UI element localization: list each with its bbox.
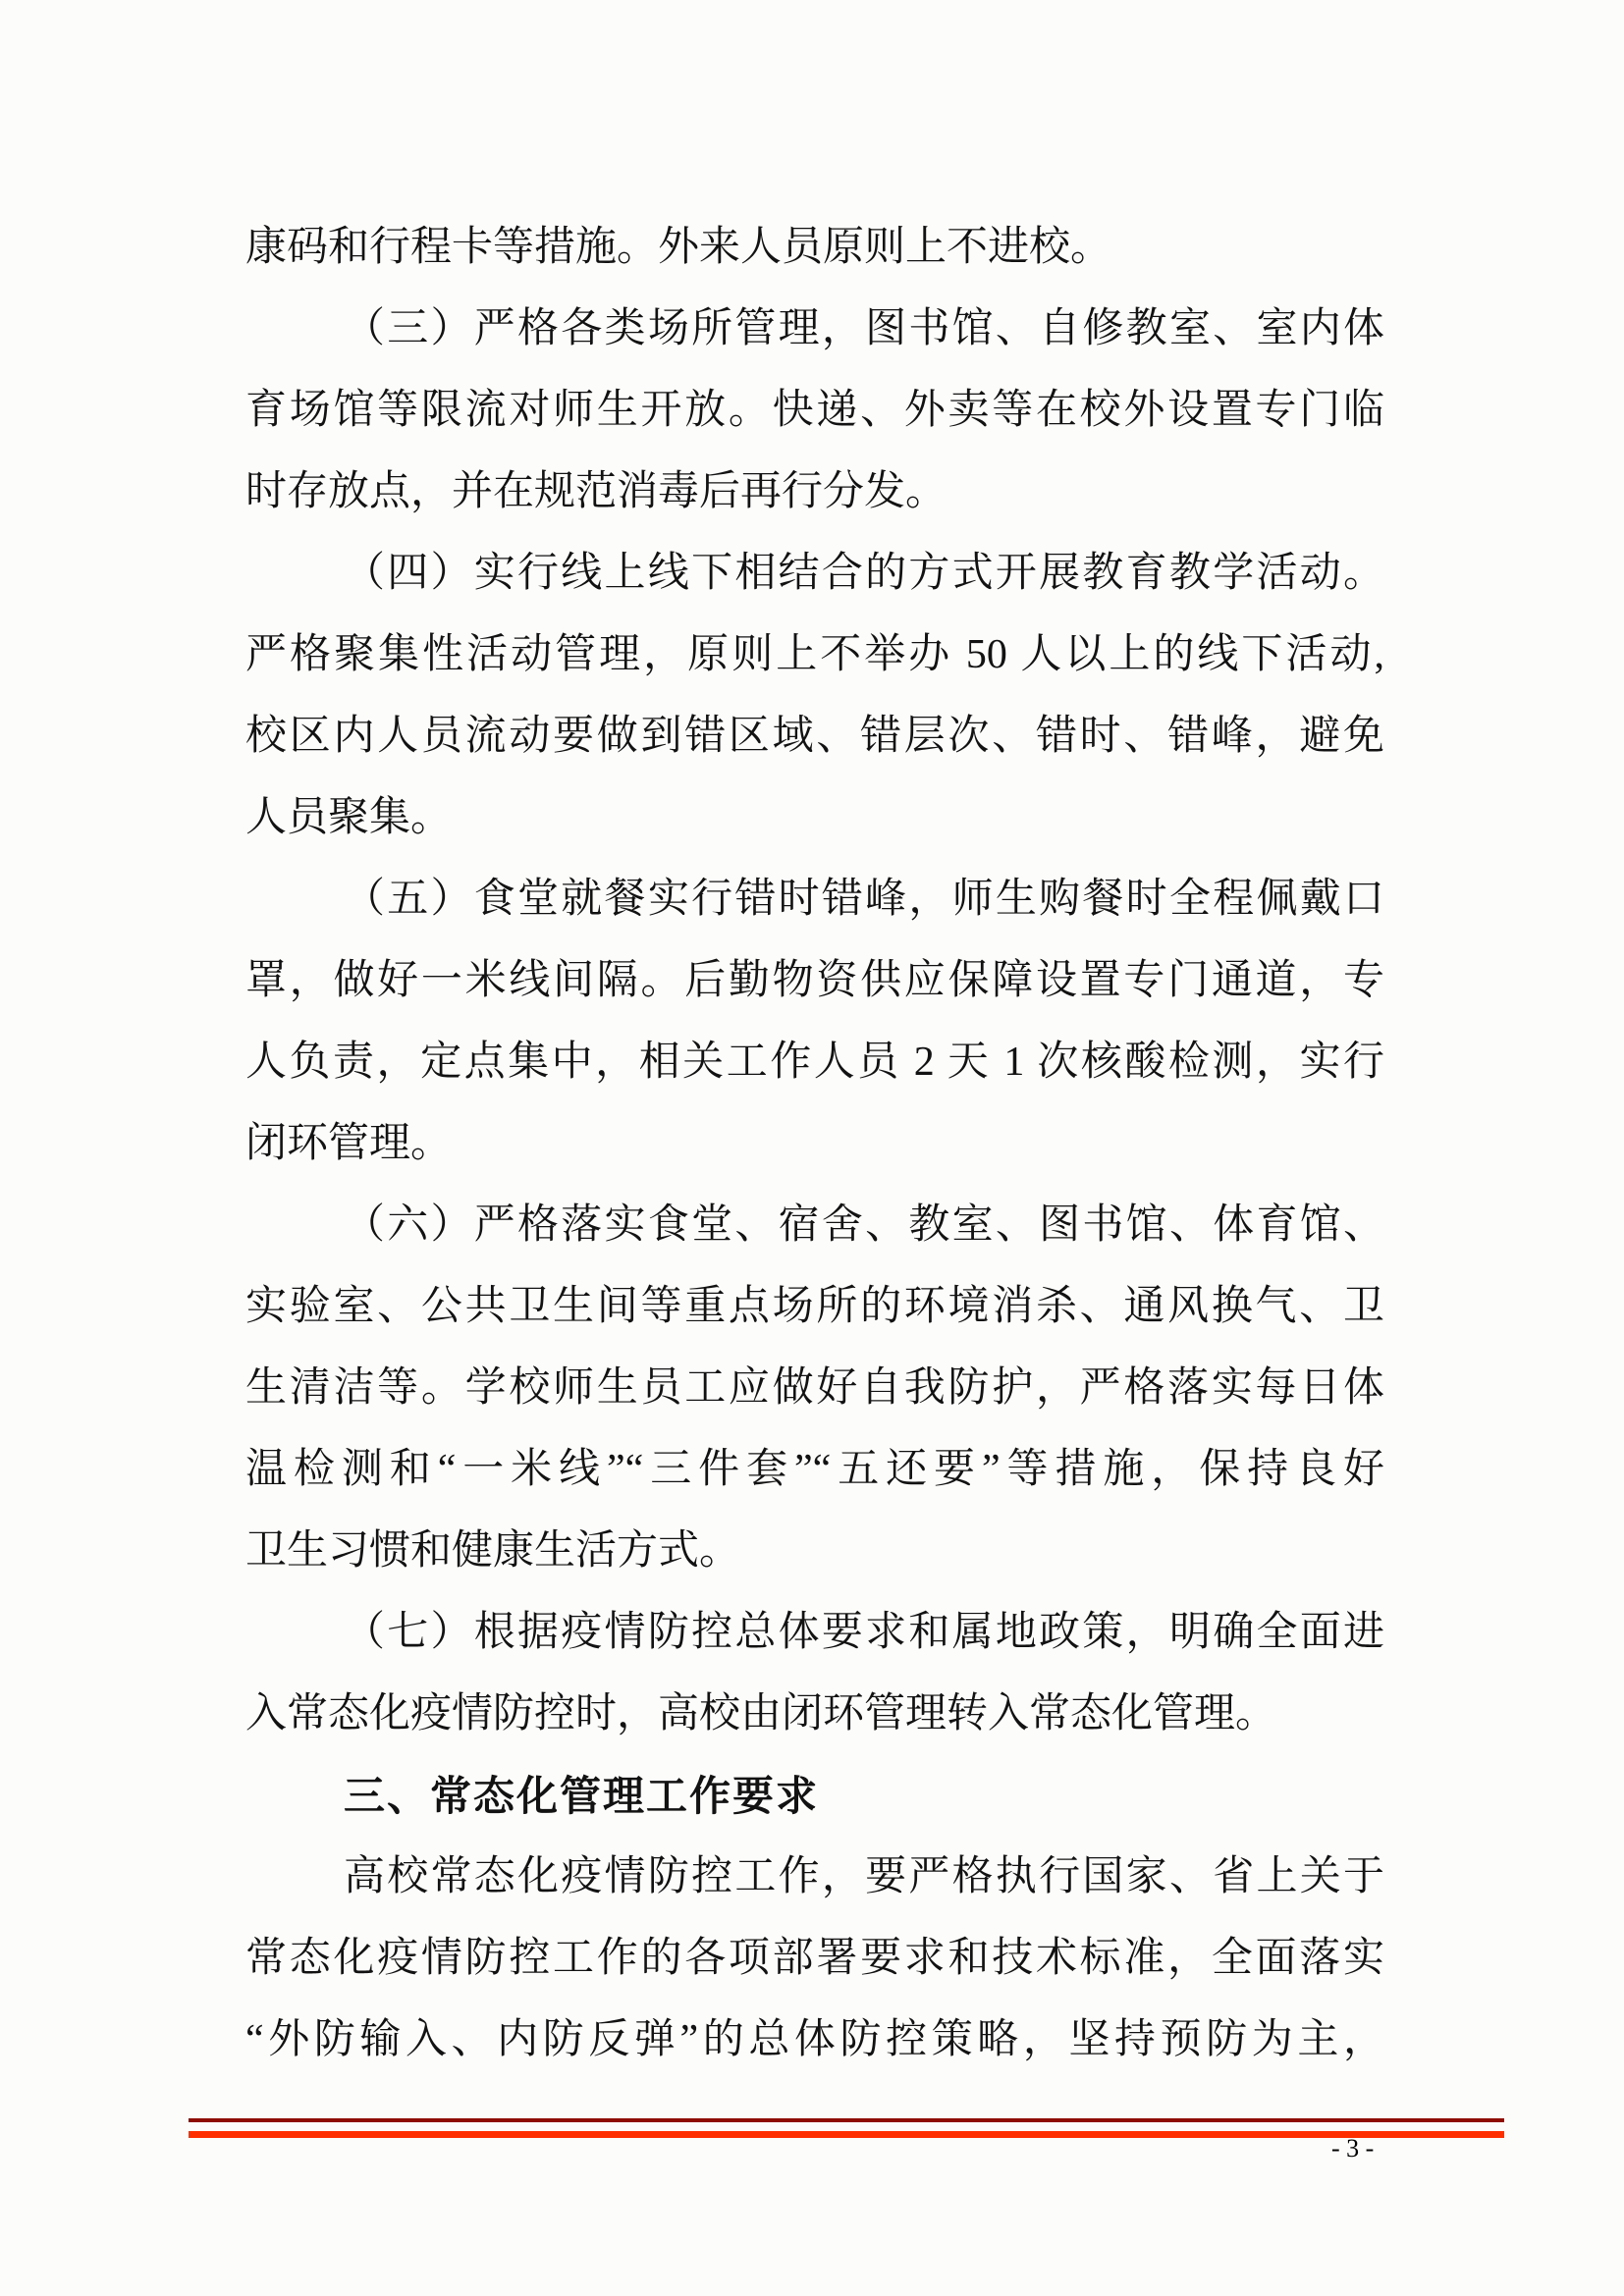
text-line: 人员聚集。 xyxy=(245,795,453,840)
text-line: 严格聚集性活动管理，原则上不举办 50 人以上的线下活动, xyxy=(245,632,1384,677)
text-line: 高校常态化疫情防控工作，要严格执行国家、省上关于 xyxy=(344,1854,1384,1899)
text-line: 卫生习惯和健康生活方式。 xyxy=(245,1528,741,1574)
text-line: 温检测和“一米线”“三件套”“五还要”等措施，保持良好 xyxy=(245,1447,1384,1492)
text-line: 育场馆等限流对师生开放。快递、外卖等在校外设置专门临 xyxy=(245,388,1384,433)
text-line: 入常态化疫情防控时，高校由闭环管理转入常态化管理。 xyxy=(245,1691,1277,1736)
text-line: “外防输入、内防反弹”的总体防控策略，坚持预防为主， xyxy=(245,2017,1384,2062)
text-line: 康码和行程卡等措施。外来人员原则上不进校。 xyxy=(245,225,1112,270)
page-number: - 3 - xyxy=(1331,2134,1375,2163)
text-line: 人负责，定点集中，相关工作人员 2 天 1 次核酸检测，实行 xyxy=(245,1040,1384,1085)
text-line: （四）实行线上线下相结合的方式开展教育教学活动。 xyxy=(344,551,1384,596)
text-line: 闭环管理。 xyxy=(245,1121,453,1166)
footer-rule-thick xyxy=(189,2131,1504,2138)
text-line: 罩，做好一米线间隔。后勤物资供应保障设置专门通道，专 xyxy=(245,958,1384,1003)
text-line: （五）食堂就餐实行错时错峰，师生购餐时全程佩戴口 xyxy=(344,877,1384,922)
text-line: （七）根据疫情防控总体要求和属地政策，明确全面进 xyxy=(344,1610,1384,1655)
text-line: （三）严格各类场所管理，图书馆、自修教室、室内体 xyxy=(344,306,1384,351)
text-line: 生清洁等。学校师生员工应做好自我防护，严格落实每日体 xyxy=(245,1365,1384,1411)
text-line: （六）严格落实食堂、宿舍、教室、图书馆、体育馆、 xyxy=(344,1202,1384,1248)
document-body xyxy=(245,207,1384,2081)
text-line: 实验室、公共卫生间等重点场所的环境消杀、通风换气、卫 xyxy=(245,1284,1384,1329)
text-line: 校区内人员流动要做到错区域、错层次、错时、错峰，避免 xyxy=(245,714,1384,759)
text-line: 时存放点，并在规范消毒后再行分发。 xyxy=(245,469,947,514)
footer-rule-thin xyxy=(189,2118,1504,2122)
text-line: 常态化疫情防控工作的各项部署要求和技术标准，全面落实 xyxy=(245,1936,1384,1981)
section-heading: 三、常态化管理工作要求 xyxy=(344,1773,820,1819)
